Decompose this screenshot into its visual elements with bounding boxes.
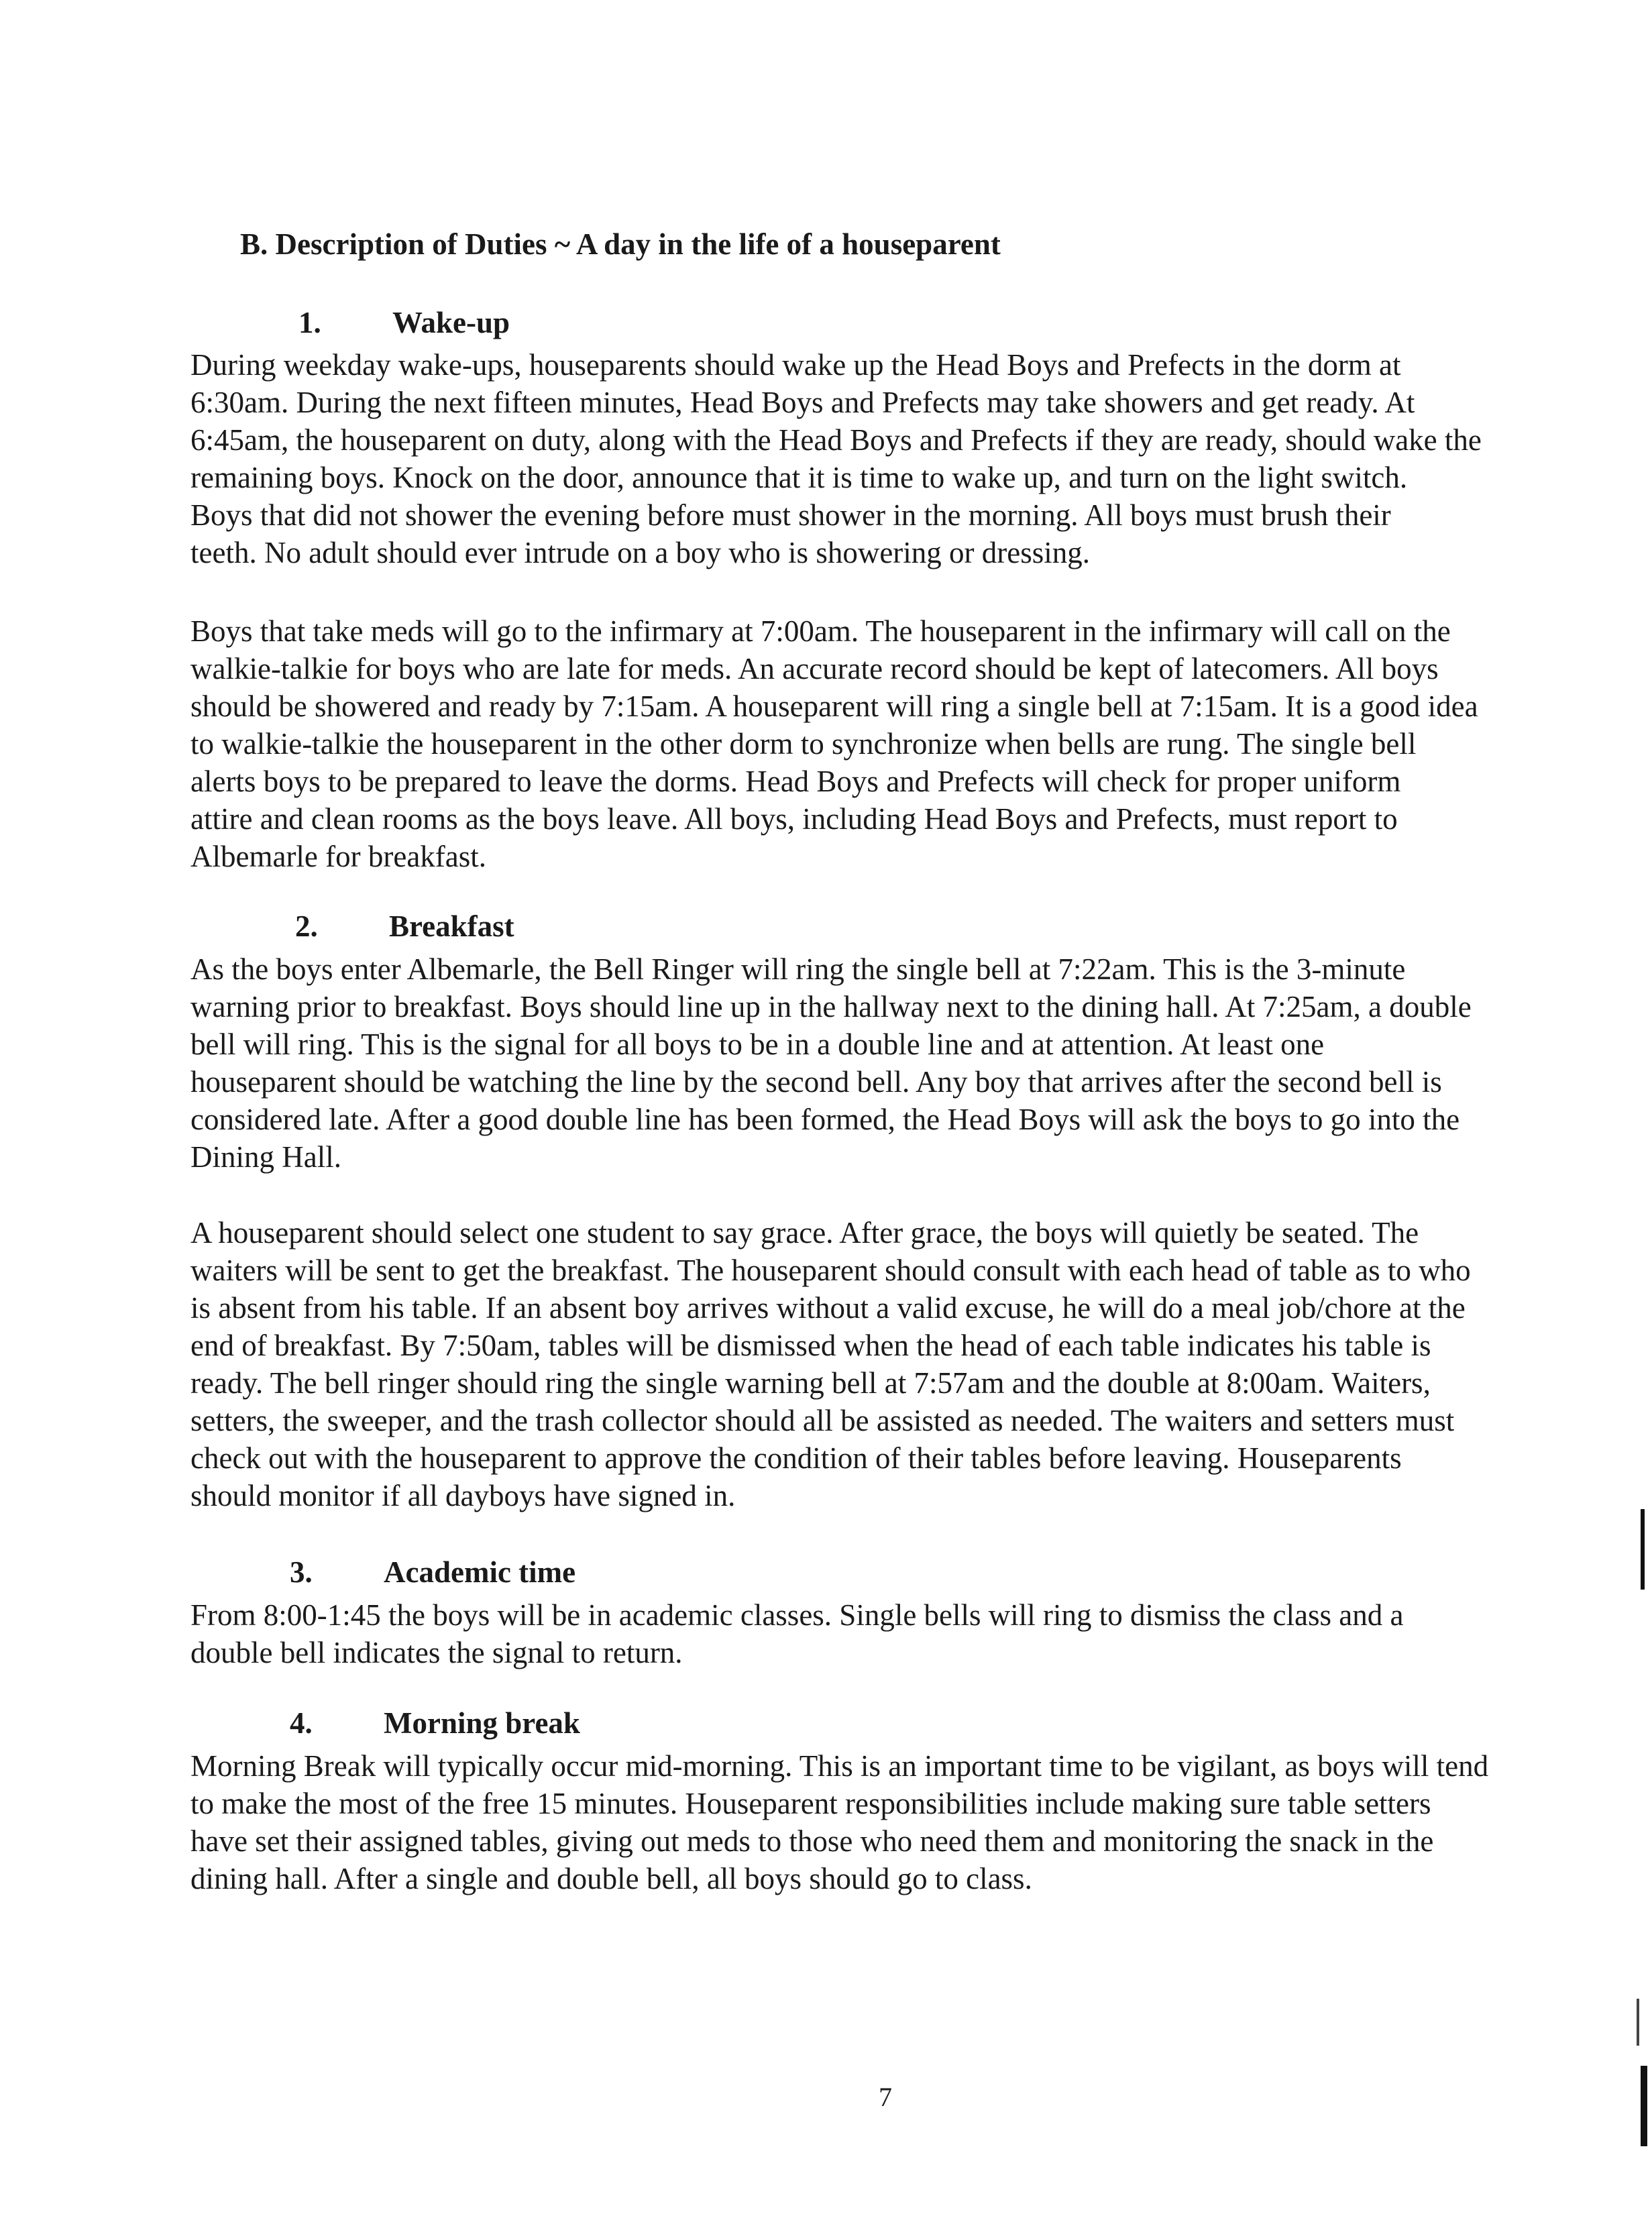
paragraph [190, 950, 1612, 1176]
section-heading-breakfast [295, 909, 514, 944]
text-line: remaining boys. Knock on the door, announce that it is time to wake up, and turn on the light switch. [190, 461, 1408, 494]
text-line: teeth. No adult should ever intrude on a boy who is showering or dressing. [190, 536, 1091, 569]
text-line: From 8:00-1:45 the boys will be in academic classes. Single bells will ring to dismiss the class and a [190, 1598, 1404, 1632]
text-line: end of breakfast. By 7:50am, tables will be dismissed when the head of each table indicates his table is [190, 1329, 1431, 1362]
section-number: 1. [298, 306, 321, 339]
text-line: attire and clean rooms as the boys leave. All boys, including Head Boys and Prefects, must report to [190, 802, 1398, 836]
paragraph [190, 346, 1612, 571]
paragraph [190, 1747, 1612, 1897]
paragraph [190, 1214, 1612, 1514]
text-line: to make the most of the free 15 minutes. Houseparent responsibilities include making sure table setters [190, 1787, 1431, 1820]
text-line: dining hall. After a single and double bell, all boys should go to class. [190, 1862, 1032, 1895]
section-number: 2. [295, 909, 318, 943]
paragraph [190, 1596, 1612, 1671]
text-line: setters, the sweeper, and the trash collector should all be assisted as needed. The waiters and setters must [190, 1404, 1455, 1437]
text-line: check out with the houseparent to approve the condition of their tables before leaving. Houseparents [190, 1441, 1402, 1475]
text-line: ready. The bell ringer should ring the single warning bell at 7:57am and the double at 8:00am. Waiters, [190, 1366, 1431, 1400]
text-line: houseparent should be watching the line by the second bell. Any boy that arrives after the second bell is [190, 1065, 1442, 1099]
scan-edge-mark [1637, 1999, 1639, 2046]
text-line: A houseparent should select one student to say grace. After grace, the boys will quietly be seated. The [190, 1216, 1419, 1250]
text-line: warning prior to breakfast. Boys should line up in the hallway next to the dining hall. At 7:25am, a double [190, 990, 1472, 1023]
text-line: have set their assigned tables, giving out meds to those who need them and monitoring the snack in the [190, 1824, 1434, 1858]
document-title: B. Description of Duties ~ A day in the life of a houseparent [240, 227, 1001, 261]
section-number: 3. [290, 1555, 313, 1589]
text-line: Boys that take meds will go to the infirmary at 7:00am. The houseparent in the infirmary will call on the [190, 614, 1451, 648]
text-line: double bell indicates the signal to return. [190, 1636, 683, 1669]
scan-edge-mark [1641, 1509, 1645, 1590]
scan-edge-mark [1641, 2066, 1647, 2146]
section-title: Morning break [384, 1706, 580, 1740]
section-title: Academic time [384, 1555, 576, 1589]
text-line: should be showered and ready by 7:15am. A houseparent will ring a single bell at 7:15am. It is a good idea [190, 689, 1478, 723]
page-number: 7 [879, 2082, 892, 2112]
text-line: Boys that did not shower the evening before must shower in the morning. All boys must brush their [190, 498, 1391, 532]
text-line: should monitor if all dayboys have signed in. [190, 1479, 736, 1512]
text-line: is absent from his table. If an absent boy arrives without a valid excuse, he will do a meal job/chore at the [190, 1291, 1466, 1325]
text-line: bell will ring. This is the signal for all boys to be in a double line and at attention. At least one [190, 1028, 1325, 1061]
text-line: waiters will be sent to get the breakfast. The houseparent should consult with each head of table as to who [190, 1254, 1471, 1287]
paragraph [190, 612, 1612, 875]
text-line: As the boys enter Albemarle, the Bell Ringer will ring the single bell at 7:22am. This is the 3-minute [190, 952, 1406, 986]
text-line: to walkie-talkie the houseparent in the other dorm to synchronize when bells are rung. The single bell [190, 727, 1417, 761]
text-line: During weekday wake-ups, houseparents should wake up the Head Boys and Prefects in the dorm at [190, 348, 1401, 382]
section-heading-morning-break [290, 1706, 580, 1740]
text-line: alerts boys to be prepared to leave the dorms. Head Boys and Prefects will check for proper uniform [190, 765, 1401, 798]
text-line: Dining Hall. [190, 1140, 341, 1174]
section-heading-wake-up [298, 305, 510, 340]
text-line: Albemarle for breakfast. [190, 840, 487, 873]
text-line: considered late. After a good double line has been formed, the Head Boys will ask the boys to go into the [190, 1103, 1460, 1136]
text-line: walkie-talkie for boys who are late for meds. An accurate record should be kept of latecomers. All boys [190, 652, 1439, 685]
section-number: 4. [290, 1706, 313, 1740]
text-line: 6:45am, the houseparent on duty, along with the Head Boys and Prefects if they are ready, should wake the [190, 423, 1482, 457]
text-line: Morning Break will typically occur mid-morning. This is an important time to be vigilant, as boys will tend [190, 1749, 1489, 1783]
section-heading-academic-time [290, 1555, 575, 1590]
text-line: 6:30am. During the next fifteen minutes, Head Boys and Prefects may take showers and get ready. At [190, 386, 1415, 419]
section-title: Breakfast [389, 909, 514, 943]
section-title: Wake-up [392, 306, 510, 339]
